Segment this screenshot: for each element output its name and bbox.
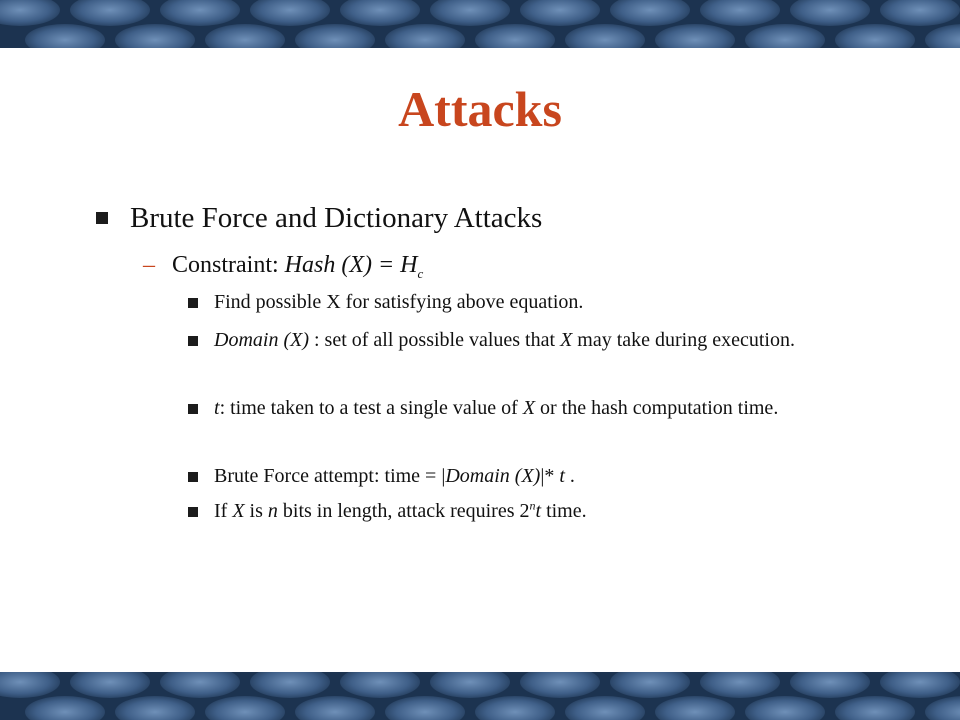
dash-bullet-icon: – — [143, 252, 155, 278]
top-decorative-band — [0, 0, 960, 48]
bf-text-3: . — [564, 465, 575, 487]
square-bullet-icon — [188, 298, 198, 308]
constraint-expression: Hash (X) = H — [284, 252, 418, 278]
nbits-var-t: t — [535, 500, 542, 522]
point-time-t — [214, 396, 864, 421]
bf-domain-term: Domain (X) — [445, 465, 541, 487]
point-brute-force-time — [214, 464, 864, 489]
square-bullet-icon — [188, 507, 198, 517]
bullet-brute-force-dictionary: Brute Force and Dictionary Attacks — [130, 202, 543, 234]
nbits-text-1: If — [214, 500, 233, 522]
nbits-exponent: n — [529, 498, 536, 513]
domain-text-1: : set of all possible values that — [308, 329, 561, 351]
point-domain — [214, 328, 864, 353]
square-bullet-icon — [188, 404, 198, 414]
point-n-bits — [214, 499, 864, 524]
time-text-2: or the hash computation time. — [535, 397, 779, 419]
nbits-text-4: time. — [541, 500, 587, 522]
bf-text-2: |* — [540, 465, 560, 487]
constraint-label: Constraint: — [172, 252, 285, 278]
bottom-decorative-band — [0, 672, 960, 720]
nbits-var-n: n — [267, 500, 278, 522]
bf-var-t: t — [559, 465, 565, 487]
nbits-var-x: X — [232, 500, 245, 522]
constraint-line — [172, 250, 423, 280]
top-band-pattern — [0, 0, 960, 48]
slide-title: Attacks — [398, 81, 562, 137]
bf-text-1: Brute Force attempt: time = | — [214, 465, 446, 487]
domain-term: Domain (X) — [214, 329, 309, 351]
nbits-text-2: is — [244, 500, 268, 522]
time-text-1: : time taken to a test a single value of — [219, 397, 523, 419]
nbits-text-3: bits in length, attack requires 2 — [277, 500, 530, 522]
domain-text-2: may take during execution. — [572, 329, 795, 351]
time-var-x: X — [522, 397, 536, 419]
time-var-t: t — [214, 397, 220, 419]
bottom-band-pattern — [0, 672, 960, 720]
point-find-x: Find possible X for satisfying above equation. — [214, 291, 584, 313]
constraint-subscript: c — [417, 265, 424, 281]
square-bullet-icon — [188, 336, 198, 346]
domain-var-x: X — [560, 329, 573, 351]
square-bullet-icon — [96, 212, 108, 224]
square-bullet-icon — [188, 472, 198, 482]
